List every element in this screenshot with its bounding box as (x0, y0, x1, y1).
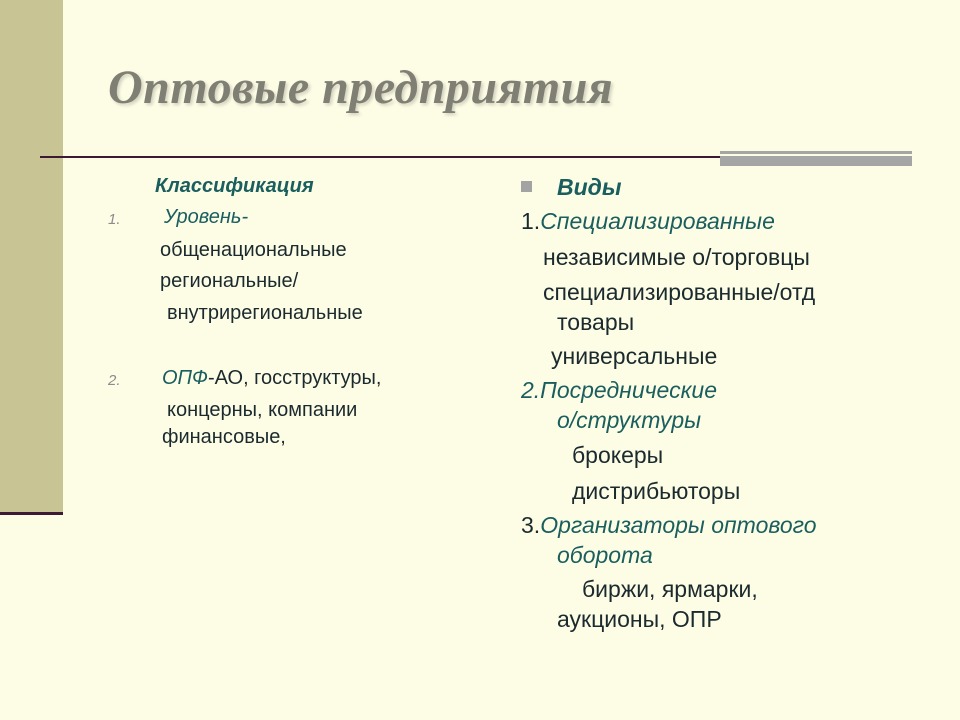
square-bullet-icon (521, 181, 532, 192)
group1-title: Специализированные (540, 208, 775, 234)
opf-line-financial: финансовые, (162, 426, 286, 448)
group3-title-line1 (521, 512, 817, 539)
opf-abbrev: ОПФ (162, 367, 208, 389)
group1-line-independent: независимые о/торговцы (543, 244, 810, 270)
slide-title: Оптовые предприятия (108, 61, 614, 114)
group1-label (521, 208, 775, 235)
opf-label (162, 367, 381, 390)
group3-title: Организаторы оптового (540, 512, 817, 538)
group1-line-goods: товары (557, 309, 635, 335)
group3-line-auctions: аукционы, ОПР (557, 606, 722, 632)
group1-line-universal: универсальные (551, 343, 718, 369)
level-line-national: общенациональные (160, 239, 347, 261)
group2-title-line2: о/структуры (557, 407, 702, 433)
classification-heading: Классификация (155, 175, 314, 197)
opf-line-concerns: концерны, компании (167, 399, 358, 421)
group2-line-brokers: брокеры (572, 442, 664, 468)
title-divider-accent (720, 149, 912, 166)
level-line-regional: региональные/ (160, 270, 299, 292)
group2-line-distributors: дистрибьюторы (572, 478, 741, 504)
list-number-1: 1. (108, 211, 121, 228)
group3-line-exchanges: биржи, ярмарки, (582, 576, 758, 602)
opf-rest: -АО, госструктуры, (207, 367, 382, 389)
group1-prefix: 1. (521, 208, 541, 234)
group3-prefix: 3. (521, 512, 541, 538)
decorative-sidebar (0, 0, 63, 515)
level-label: Уровень- (164, 206, 249, 228)
group3-title-line2: оборота (557, 542, 653, 568)
group2-title-line1: 2.Посреднические (521, 377, 718, 403)
group1-line-specialized: специализированные/отд (543, 279, 816, 305)
level-line-intraregional: внутрирегиональные (167, 302, 363, 324)
types-heading: Виды (557, 174, 622, 200)
list-number-2: 2. (108, 372, 121, 389)
